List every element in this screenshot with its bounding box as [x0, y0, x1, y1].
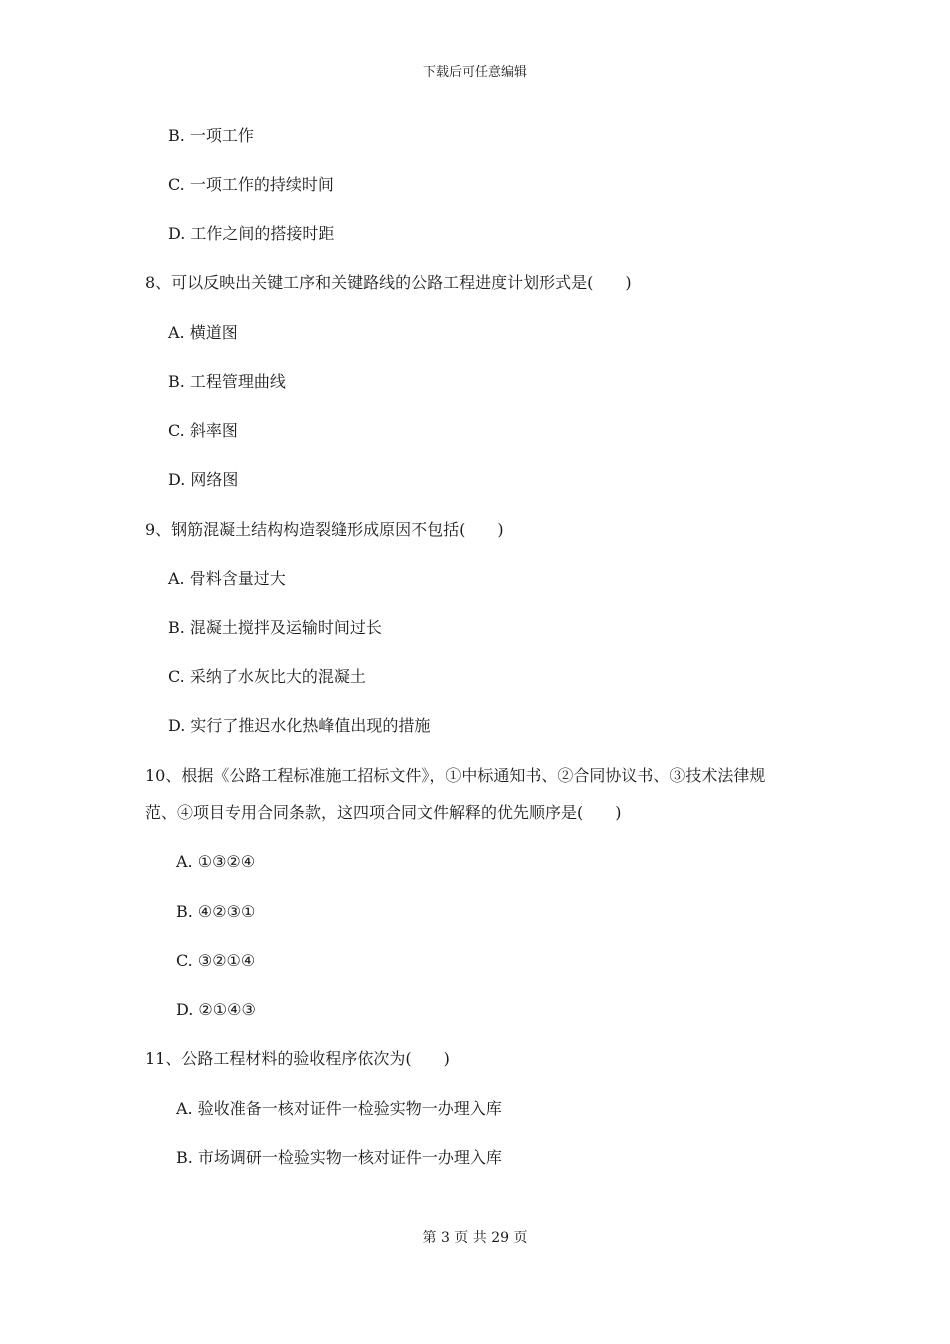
question-11: 11、公路工程材料的验收程序依次为( ): [145, 1049, 450, 1068]
option-q10-d: D. ②①④③: [176, 1000, 256, 1019]
option-q8-c: C. 斜率图: [168, 421, 238, 440]
option-q11-a: A. 验收准备一核对证件一检验实物一办理入库: [176, 1099, 502, 1118]
option-q7-c: C. 一项工作的持续时间: [168, 175, 334, 194]
option-q10-a: A. ①③②④: [176, 852, 256, 871]
page-footer: 第 3 页 共 29 页: [422, 1230, 528, 1246]
option-q7-b: B. 一项工作: [168, 126, 254, 145]
option-q9-d: D. 实行了推迟水化热峰值出现的措施: [168, 716, 431, 735]
question-8: 8、可以反映出关键工序和关键路线的公路工程进度计划形式是( ): [145, 273, 632, 292]
question-10-line-1: 10、根据《公路工程标准施工招标文件》，①中标通知书、②合同协议书、③技术法律规: [145, 766, 766, 785]
page-header: 下载后可任意编辑: [422, 65, 527, 80]
option-q10-b: B. ④②③①: [176, 902, 256, 921]
option-q9-c: C. 采纳了水灰比大的混凝土: [168, 667, 366, 686]
option-q8-d: D. 网络图: [168, 470, 239, 489]
question-10-line-2: 范、④项目专用合同条款，这四项合同文件解释的优先顺序是( ): [145, 803, 622, 822]
question-9: 9、钢筋混凝土结构构造裂缝形成原因不包括( ): [145, 520, 504, 539]
option-q8-b: B. 工程管理曲线: [168, 372, 286, 391]
option-q8-a: A. 横道图: [168, 323, 238, 342]
option-q9-a: A. 骨料含量过大: [168, 569, 286, 588]
option-q9-b: B. 混凝土搅拌及运输时间过长: [168, 618, 382, 637]
option-q10-c: C. ③②①④: [176, 951, 256, 970]
option-q11-b: B. 市场调研一检验实物一核对证件一办理入库: [176, 1148, 502, 1167]
option-q7-d: D. 工作之间的搭接时距: [168, 224, 335, 243]
